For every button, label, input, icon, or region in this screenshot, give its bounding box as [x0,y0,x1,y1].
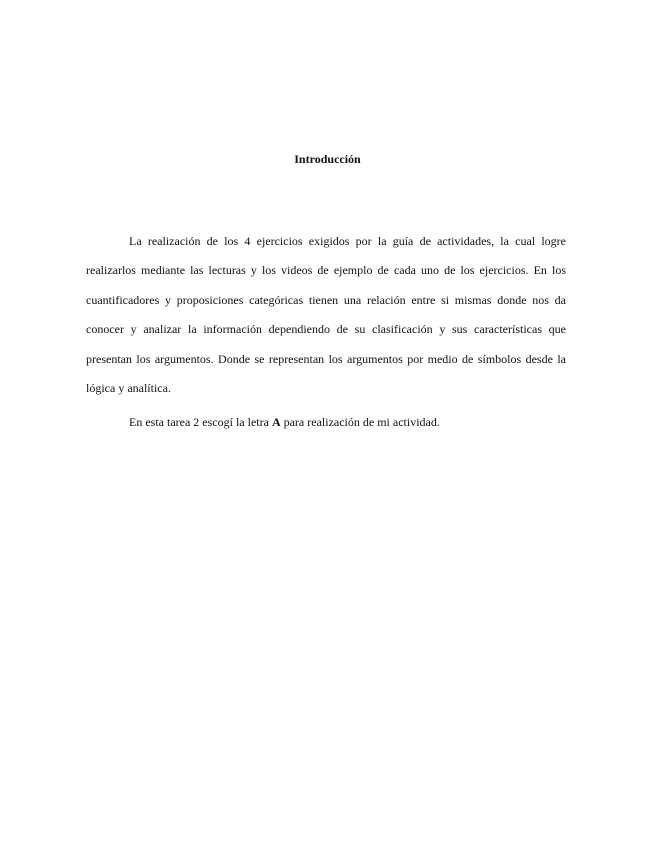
task-text-after: para realización de mi actividad. [280,415,440,429]
introduction-paragraph: La realización de los 4 ejercicios exigidos por la guía de actividades, la cual logre realizarlos mediante las lecturas y los videos de ejemplo de cada uno de los ejercicios. En los cuantificadores y proposiciones categóricas tienen una relación entre si mismas donde nos da conocer y analizar la información dependiendo de su clasificación y sus características que presentan los argumentos. Donde se representan los argumentos por medio de símbolos desde la lógica y analítica. [86,234,566,396]
chosen-letter: A [271,415,281,429]
page-title: Introducción [294,152,361,166]
task-text-before: En esta tarea 2 escogí la letra [129,415,272,429]
task-paragraph [86,413,566,431]
